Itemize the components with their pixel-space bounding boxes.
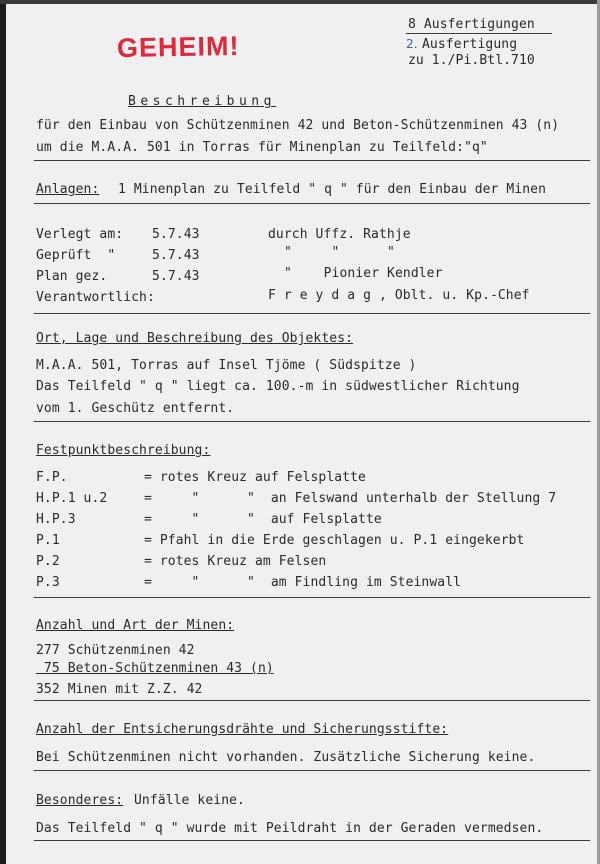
fixpoint-id: P.2 bbox=[36, 554, 60, 569]
record-label: Verantwortlich: bbox=[36, 290, 155, 305]
wires-text: Bei Schützenminen nicht vorhanden. Zusätzliche Sicherung keine. bbox=[36, 750, 536, 765]
record-person: " " " bbox=[284, 245, 395, 260]
location-heading: Ort, Lage und Beschreibung des Objektes: bbox=[36, 331, 354, 346]
mines-total: 352 Minen mit Z.Z. 42 bbox=[36, 682, 203, 697]
record-date: 5.7.43 bbox=[152, 248, 200, 263]
fixpoint-description: = Pfahl in die Erde geschlagen u. P.1 eingekerbt bbox=[144, 533, 525, 548]
fixpoint-id: H.P.1 u.2 bbox=[36, 491, 108, 506]
fixpoint-description: = " " am Findling im Steinwall bbox=[144, 575, 462, 590]
record-person: durch Uffz. Rathje bbox=[268, 227, 411, 242]
divider bbox=[34, 421, 590, 422]
location-line: Das Teilfeld " q " liegt ca. 100.-m in südwestlicher Richtung bbox=[36, 379, 520, 394]
divider bbox=[34, 160, 590, 161]
fixpoint-description: = rotes Kreuz am Felsen bbox=[144, 554, 327, 569]
fixpoint-description: = " " an Felswand unterhalb der Stellung 7 bbox=[144, 491, 557, 506]
copies-total: 8 Ausfertigungen bbox=[408, 17, 535, 32]
wires-heading: Anzahl der Entsicherungsdrähte und Sicherungsstifte: bbox=[36, 722, 449, 737]
record-person: " Pionier Kendler bbox=[284, 266, 443, 281]
fixpoint-id: F.P. bbox=[36, 470, 68, 485]
record-date: 5.7.43 bbox=[152, 269, 200, 284]
fixpoint-description: = " " auf Felsplatte bbox=[144, 512, 382, 527]
fixpoint-id: H.P.3 bbox=[36, 512, 76, 527]
secret-stamp: GEHEIM! bbox=[116, 30, 240, 64]
copies-underline bbox=[406, 33, 552, 34]
location-line: M.A.A. 501, Torras auf Insel Tjöme ( Südspitze ) bbox=[36, 358, 417, 373]
fixpoints-heading: Festpunktbeschreibung: bbox=[36, 443, 211, 458]
divider bbox=[34, 203, 590, 204]
mines-line-2: 75 Beton-Schützenminen 43 (n) bbox=[36, 661, 274, 676]
divider bbox=[34, 840, 590, 841]
divider bbox=[34, 597, 590, 598]
scan-edge-left bbox=[0, 0, 6, 864]
special-label: Besonderes: bbox=[36, 793, 124, 808]
copy-label: Ausfertigung bbox=[422, 37, 518, 52]
divider bbox=[34, 313, 590, 314]
divider bbox=[34, 770, 590, 771]
attachments-text: 1 Minenplan zu Teilfeld " q " für den Einbau der Minen bbox=[118, 182, 547, 197]
subtitle-line-1: für den Einbau von Schützenminen 42 und Beton-Schützenminen 43 (n) bbox=[36, 118, 560, 133]
fixpoint-id: P.3 bbox=[36, 575, 60, 590]
location-line: vom 1. Geschütz entfernt. bbox=[36, 401, 235, 416]
mines-line-1: 277 Schützenminen 42 bbox=[36, 643, 195, 658]
document-title: Beschreibung bbox=[128, 94, 276, 109]
fixpoint-description: = rotes Kreuz auf Felsplatte bbox=[144, 470, 366, 485]
divider bbox=[34, 700, 590, 701]
subtitle-line-2: um die M.A.A. 501 in Torras für Minenplan zu Teilfeld:"q" bbox=[36, 140, 488, 155]
copy-number-handwritten: 2. bbox=[406, 37, 418, 51]
attachments-label: Anlagen: bbox=[36, 182, 100, 197]
scan-edge-top bbox=[0, 0, 600, 4]
record-label: Verlegt am: bbox=[36, 227, 124, 242]
record-label: Geprüft " bbox=[36, 248, 116, 263]
special-text: Unfälle keine. bbox=[134, 793, 245, 808]
fixpoint-id: P.1 bbox=[36, 533, 60, 548]
special-line-2: Das Teilfeld " q " wurde mit Peildraht in der Geraden vermedsen. bbox=[36, 821, 544, 836]
record-date: 5.7.43 bbox=[152, 227, 200, 242]
record-person: F r e y d a g , Oblt. u. Kp.-Chef bbox=[268, 288, 530, 303]
mines-heading: Anzahl und Art der Minen: bbox=[36, 618, 235, 633]
copy-recipient: zu 1./Pi.Btl.710 bbox=[408, 53, 535, 68]
record-label: Plan gez. bbox=[36, 269, 108, 284]
